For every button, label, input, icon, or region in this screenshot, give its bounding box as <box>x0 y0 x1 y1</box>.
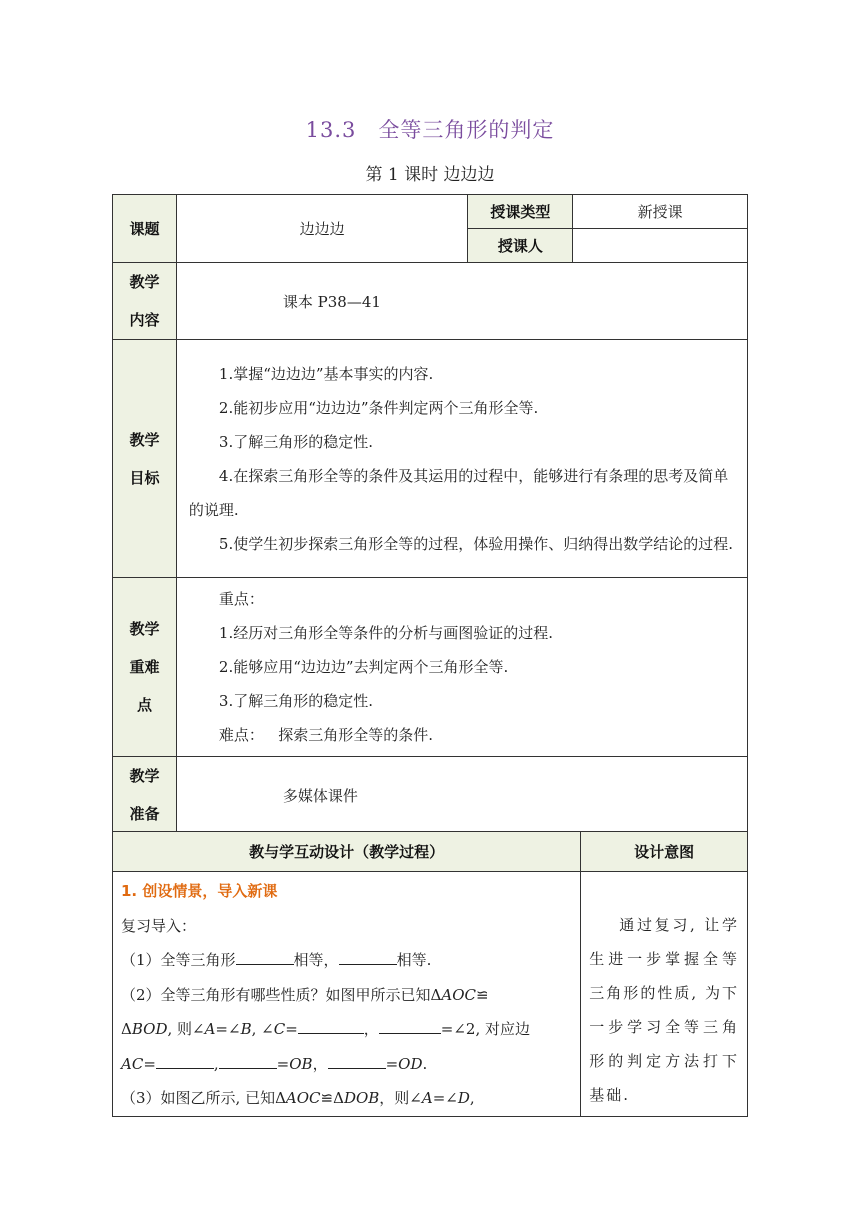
type-label: 授课类型 <box>468 195 573 229</box>
key-item: 3.了解三角形的稳定性. <box>218 692 373 710</box>
process-table <box>112 831 748 1117</box>
goal-item: 1.掌握“边边边”基本事实的内容. <box>218 364 434 383</box>
goal-item: 5.使学生初步探索三角形全等的过程，体验用操作、归纳得出数学结论的过程. <box>218 534 733 553</box>
goal-item: 4.在探索三角形全等的条件及其运用的过程中，能够进行有条理的思考及简单的说理. <box>188 466 729 519</box>
teacher-label: 授课人 <box>468 229 573 263</box>
intent-text: 通过复习, 让学生进一步掌握全等三角形的性质, 为下一步学习全等三角形的判定方法打下基础. <box>589 916 739 1104</box>
topic-label: 课题 <box>113 195 177 263</box>
topic-value: 边边边 <box>176 195 468 263</box>
question-3: （3）如图乙所示, 已知ΔAOC≌ΔDOB，则∠A=∠D, <box>121 1089 475 1107</box>
section-title: 全等三角形的判定 <box>378 118 555 142</box>
key-label: 教学重难点 <box>113 578 177 757</box>
intent-header: 设计意图 <box>581 832 748 872</box>
question-2-cont: ΔBOD, 则∠A=∠B, ∠C= ， =∠2, 对应边 <box>121 1012 574 1047</box>
process-cell <box>113 872 581 1117</box>
question-2: （2）全等三角形有哪些性质？如图甲所示已知ΔAOC≌ <box>121 985 489 1004</box>
content-value: 课本 P38—41 <box>176 263 747 340</box>
process-header: 教与学互动设计（教学过程） <box>113 832 581 872</box>
goal-item: 3.了解三角形的稳定性. <box>218 432 373 451</box>
goals-cell <box>176 340 747 578</box>
section-number: 13.3 <box>305 118 357 142</box>
lesson-subtitle: 第 1 课时 边边边 <box>365 165 495 185</box>
key-cell <box>176 578 747 757</box>
intent-cell <box>581 872 748 1117</box>
goals-label: 教学目标 <box>113 340 177 578</box>
question-2-cont: AC= , =OB， =OD. <box>121 1047 574 1082</box>
type-value: 新授课 <box>573 195 748 229</box>
goal-item: 2.能初步应用“边边边”条件判定两个三角形全等. <box>218 398 539 417</box>
key-item: 2.能够应用“边边边”去判定两个三角形全等. <box>218 658 509 676</box>
key-item: 1.经历对三角形全等条件的分析与画图验证的过程. <box>218 624 553 642</box>
question-1: （1）全等三角形 相等， 相等. <box>121 943 574 978</box>
page-title <box>0 114 860 144</box>
key-item: 难点： 探索三角形全等的条件. <box>218 726 433 744</box>
teacher-value <box>573 229 748 263</box>
prep-label: 教学准备 <box>113 757 177 834</box>
review-intro: 复习导入： <box>121 916 197 935</box>
content-label: 教学内容 <box>113 263 177 340</box>
lesson-info-table <box>112 194 748 834</box>
section-heading: 1. 创设情景，导入新课 <box>121 882 278 900</box>
key-item: 重点： <box>218 590 264 608</box>
prep-value: 多媒体课件 <box>176 757 747 834</box>
